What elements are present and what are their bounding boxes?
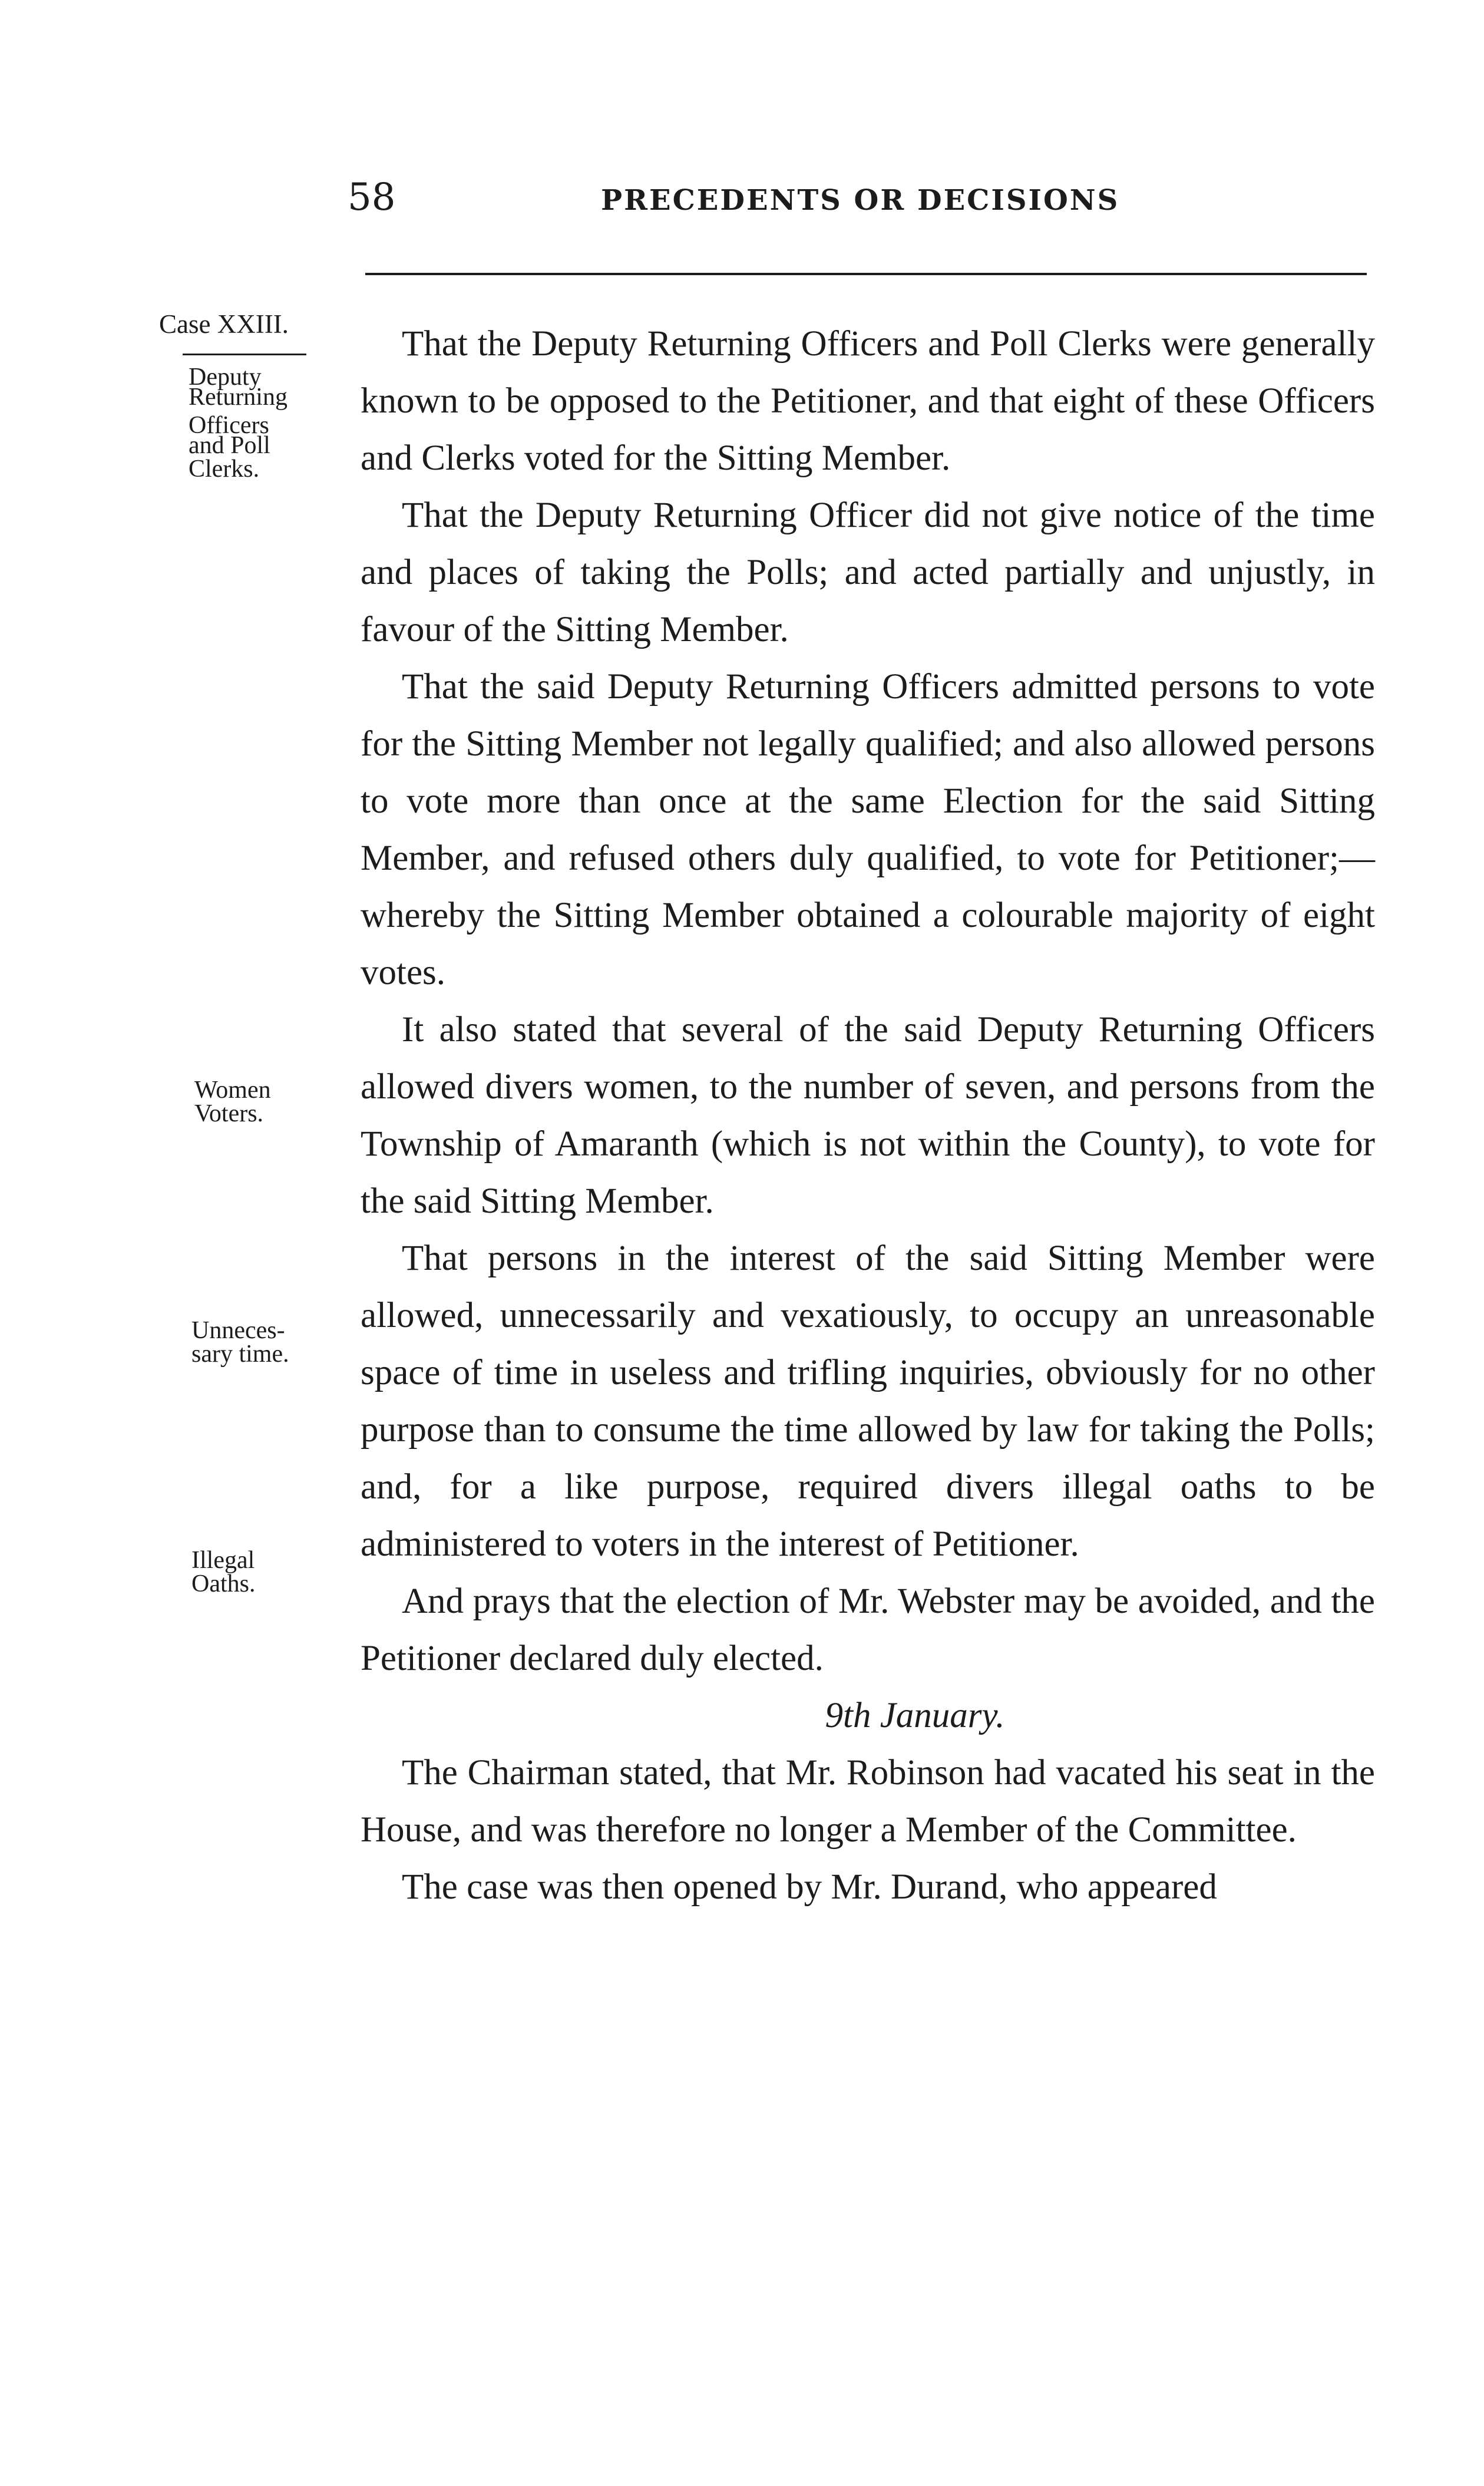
margin-note-case: Case XXIII. [159,309,289,339]
paragraph: The Chairman stated, that Mr. Robinson had vacated his seat in the House, and was therefore no longer a Member of the Committee. [361,1753,1375,1850]
margin-note-women-1: Women [194,1077,271,1104]
margin-note-deputy-2: Returning [189,384,287,411]
dateline: 9th January. [825,1696,1005,1735]
paragraph: The case was then opened by Mr. Durand, who appeared [402,1867,1217,1907]
paragraph: And prays that the election of Mr. Webster may be avoided, and the Petitioner declared duly elected. [361,1582,1375,1678]
margin-note-unnecessary-1: Unneces- [191,1317,285,1344]
paragraph: That persons in the interest of the said Sitting Member were allowed, unnecessarily and vexatiously, to occupy an unreasonable space of time in useless and trifling inquiries, obviously for no other purpose than to consume the time allowed by law for taking the Polls; and, for a like purpose, required divers illegal oaths to be administered to voters in the interest of Petitioner. [361,1239,1375,1564]
margin-note-illegal-1: Illegal [191,1547,255,1574]
paragraph: It also stated that several of the said Deputy Returning Officers allowed divers women, to the number of seven, and persons from the Township of Amaranth (which is not within the County), to vote for the said Sitting Member. [361,1010,1375,1221]
margin-note-illegal-2: Oaths. [191,1570,256,1597]
margin-note-unnecessary-2: sary time. [191,1341,289,1368]
margin-note-deputy-3: Officers [189,412,269,439]
paragraph: That the Deputy Returning Officers and Poll Clerks were generally known to be opposed to the Petitioner, and that eight of these Officers and Clerks voted for the Sitting Member. [361,324,1375,478]
body-text [361,315,1375,1916]
margin-note-women-2: Voters. [194,1100,264,1127]
page-header [0,171,1484,224]
margin-note-deputy-4: and Poll [189,432,270,459]
running-head: PRECEDENTS OR DECISIONS [601,184,1120,217]
margin-note-deputy-1: Deputy [189,364,262,391]
margin-note-rule [183,354,306,355]
paragraph: That the Deputy Returning Officer did not give notice of the time and places of taking the Polls; and acted partially and unjustly, in favour of the Sitting Member. [361,496,1375,649]
header-rule [365,273,1367,275]
paragraph: That the said Deputy Returning Officers admitted persons to vote for the Sitting Member not legally qualified; and also allowed persons to vote more than once at the same Election for the said Sitting Member, and refused others duly qualified, to vote for Petitioner;—whereby the Sitting Member obtained a colourable majority of eight votes. [361,667,1375,992]
margin-note-deputy-5: Clerks. [189,455,260,483]
page-number: 58 [348,176,396,219]
